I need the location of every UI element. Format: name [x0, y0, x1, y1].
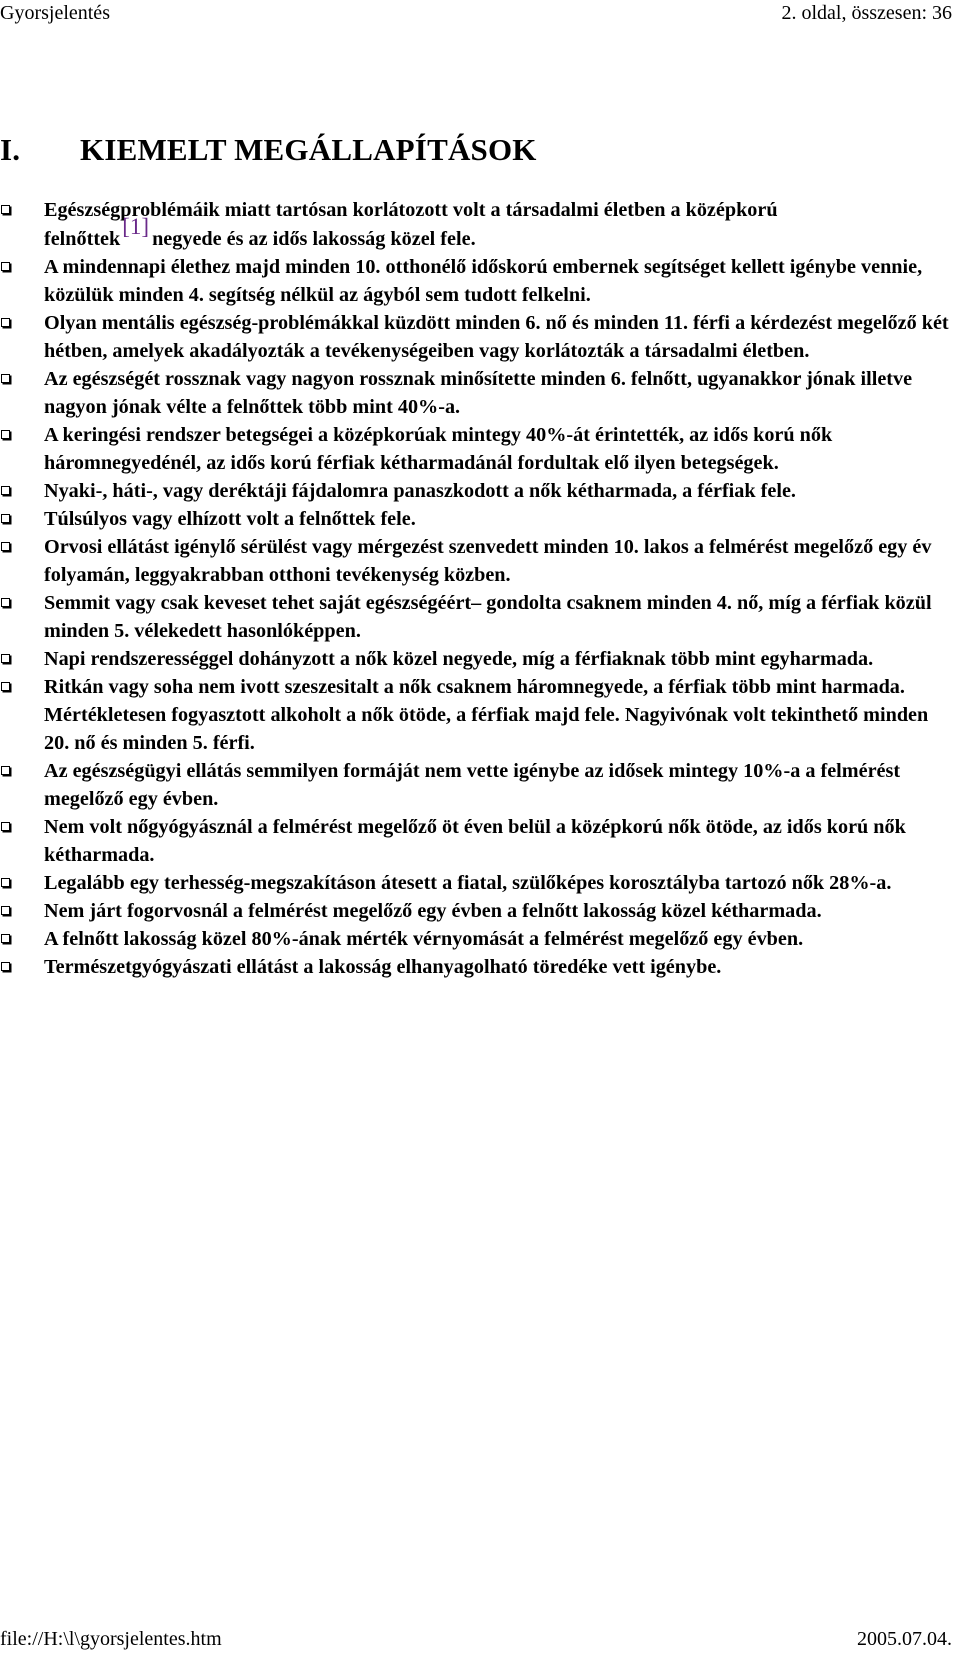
finding-item	[0, 645, 960, 673]
finding-text: Orvosi ellátást igénylő sérülést vagy mérgezést szenvedett minden 10. lakos a felmérést megelőző egy év folyamán, leggyakrabban otthoni tevékenység közben.	[44, 536, 932, 586]
file-path: file://H:\l\gyorsjelentes.htm	[0, 1628, 222, 1650]
finding-text: Természetgyógyászati ellátást a lakosság elhanyagolható töredéke vett igénybe.	[44, 956, 722, 978]
checkbox-bullet-icon	[1, 514, 10, 523]
checkbox-bullet-icon	[1, 654, 10, 663]
section-number: I.	[0, 132, 21, 167]
finding-text: Nyaki-, háti-, vagy deréktáji fájdalomra panaszkodott a nők kétharmada, a férfiak fele.	[44, 480, 796, 502]
finding-item	[0, 505, 960, 533]
finding-item	[0, 757, 960, 813]
finding-item	[0, 253, 960, 309]
checkbox-bullet-icon	[1, 486, 10, 495]
document-title: Gyorsjelentés	[0, 2, 110, 24]
section-heading	[0, 132, 537, 168]
checkbox-bullet-icon	[1, 934, 10, 943]
finding-text: A keringési rendszer betegségei a középkorúak mintegy 40%-át érintették, az idős korú nők háromnegyedénél, az idős korú férfiak kétharmadánál fordultak elő ilyen betegségek.	[44, 424, 833, 474]
footnote-link[interactable]: [1]	[122, 214, 150, 239]
finding-text: Semmit vagy csak keveset tehet saját egészségéért– gondolta csaknem minden 4. nő, míg a férfiak közül minden 5. vélekedett hasonlóképpen.	[44, 592, 932, 642]
finding-item	[0, 365, 960, 421]
checkbox-bullet-icon	[1, 598, 10, 607]
finding-item	[0, 673, 960, 757]
finding-text: Ritkán vagy soha nem ivott szeszesitalt a nők csaknem háromnegyede, a férfiak több mint harmada. Mértékletesen fogyasztott alkoholt a nők ötöde, a férfiak majd fele. Nagyivónak volt tekinthető minden 20. nő és minden 5. férfi.	[44, 676, 929, 754]
page-header	[0, 0, 960, 28]
finding-text: Legalább egy terhesség-megszakításon átesett a fiatal, szülőképes korosztályba tartozó nők 28%-a.	[44, 872, 892, 894]
finding-item	[0, 897, 960, 925]
finding-item	[0, 925, 960, 953]
finding-item	[0, 196, 960, 253]
finding-text: A mindennapi élethez majd minden 10. otthonélő időskorú embernek segítséget kellett igénybe vennie, közülük minden 4. segítség nélkül az ágyból sem tudott felkelni.	[44, 256, 923, 306]
checkbox-bullet-icon	[1, 962, 10, 971]
finding-item	[0, 953, 960, 981]
finding-item	[0, 421, 960, 477]
checkbox-bullet-icon	[1, 374, 10, 383]
checkbox-bullet-icon	[1, 906, 10, 915]
checkbox-bullet-icon	[1, 205, 10, 214]
page-number: 2. oldal, összesen: 36	[781, 2, 952, 24]
checkbox-bullet-icon	[1, 430, 10, 439]
print-date: 2005.07.04.	[857, 1628, 952, 1650]
finding-item	[0, 869, 960, 897]
finding-text: A felnőtt lakosság közel 80%-ának mérték vérnyomását a felmérést megelőző egy évben.	[44, 928, 804, 950]
checkbox-bullet-icon	[1, 318, 10, 327]
finding-text-continued: negyede és az idős lakosság közel fele.	[152, 228, 476, 250]
finding-item	[0, 533, 960, 589]
checkbox-bullet-icon	[1, 542, 10, 551]
checkbox-bullet-icon	[1, 766, 10, 775]
finding-item	[0, 589, 960, 645]
section-title: KIEMELT MEGÁLLAPÍTÁSOK	[80, 132, 537, 167]
finding-text: Egészségproblémáik miatt tartósan korlátozott volt a társadalmi életben a középkorú felnőttek	[44, 199, 778, 250]
finding-text: Napi rendszerességgel dohányzott a nők közel negyede, míg a férfiaknak több mint egyharmada.	[44, 648, 874, 670]
finding-text: Az egészségügyi ellátás semmilyen formáját nem vette igénybe az idősek mintegy 10%-a a felmérést megelőző egy évben.	[44, 760, 901, 810]
finding-item	[0, 309, 960, 365]
finding-item	[0, 477, 960, 505]
findings-list	[0, 196, 960, 981]
finding-text: Nem járt fogorvosnál a felmérést megelőző egy évben a felnőtt lakosság közel kétharmada.	[44, 900, 822, 922]
finding-text: Olyan mentális egészség-problémákkal küzdött minden 6. nő és minden 11. férfi a kérdezést megelőző két hétben, amelyek akadályozták a tevékenységeiben vagy korlátozták a társadalmi életben.	[44, 312, 949, 362]
finding-text: Az egészségét rossznak vagy nagyon rossznak minősítette minden 6. felnőtt, ugyanakkor jónak illetve nagyon jónak vélte a felnőttek több mint 40%-a.	[44, 368, 913, 418]
checkbox-bullet-icon	[1, 682, 10, 691]
finding-text: Nem volt nőgyógyásznál a felmérést megelőző öt éven belül a középkorú nők ötöde, az idős korú nők kétharmada.	[44, 816, 906, 866]
finding-item	[0, 813, 960, 869]
finding-text: Túlsúlyos vagy elhízott volt a felnőttek fele.	[44, 508, 416, 530]
checkbox-bullet-icon	[1, 878, 10, 887]
page-footer	[0, 1624, 960, 1654]
checkbox-bullet-icon	[1, 822, 10, 831]
checkbox-bullet-icon	[1, 262, 10, 271]
